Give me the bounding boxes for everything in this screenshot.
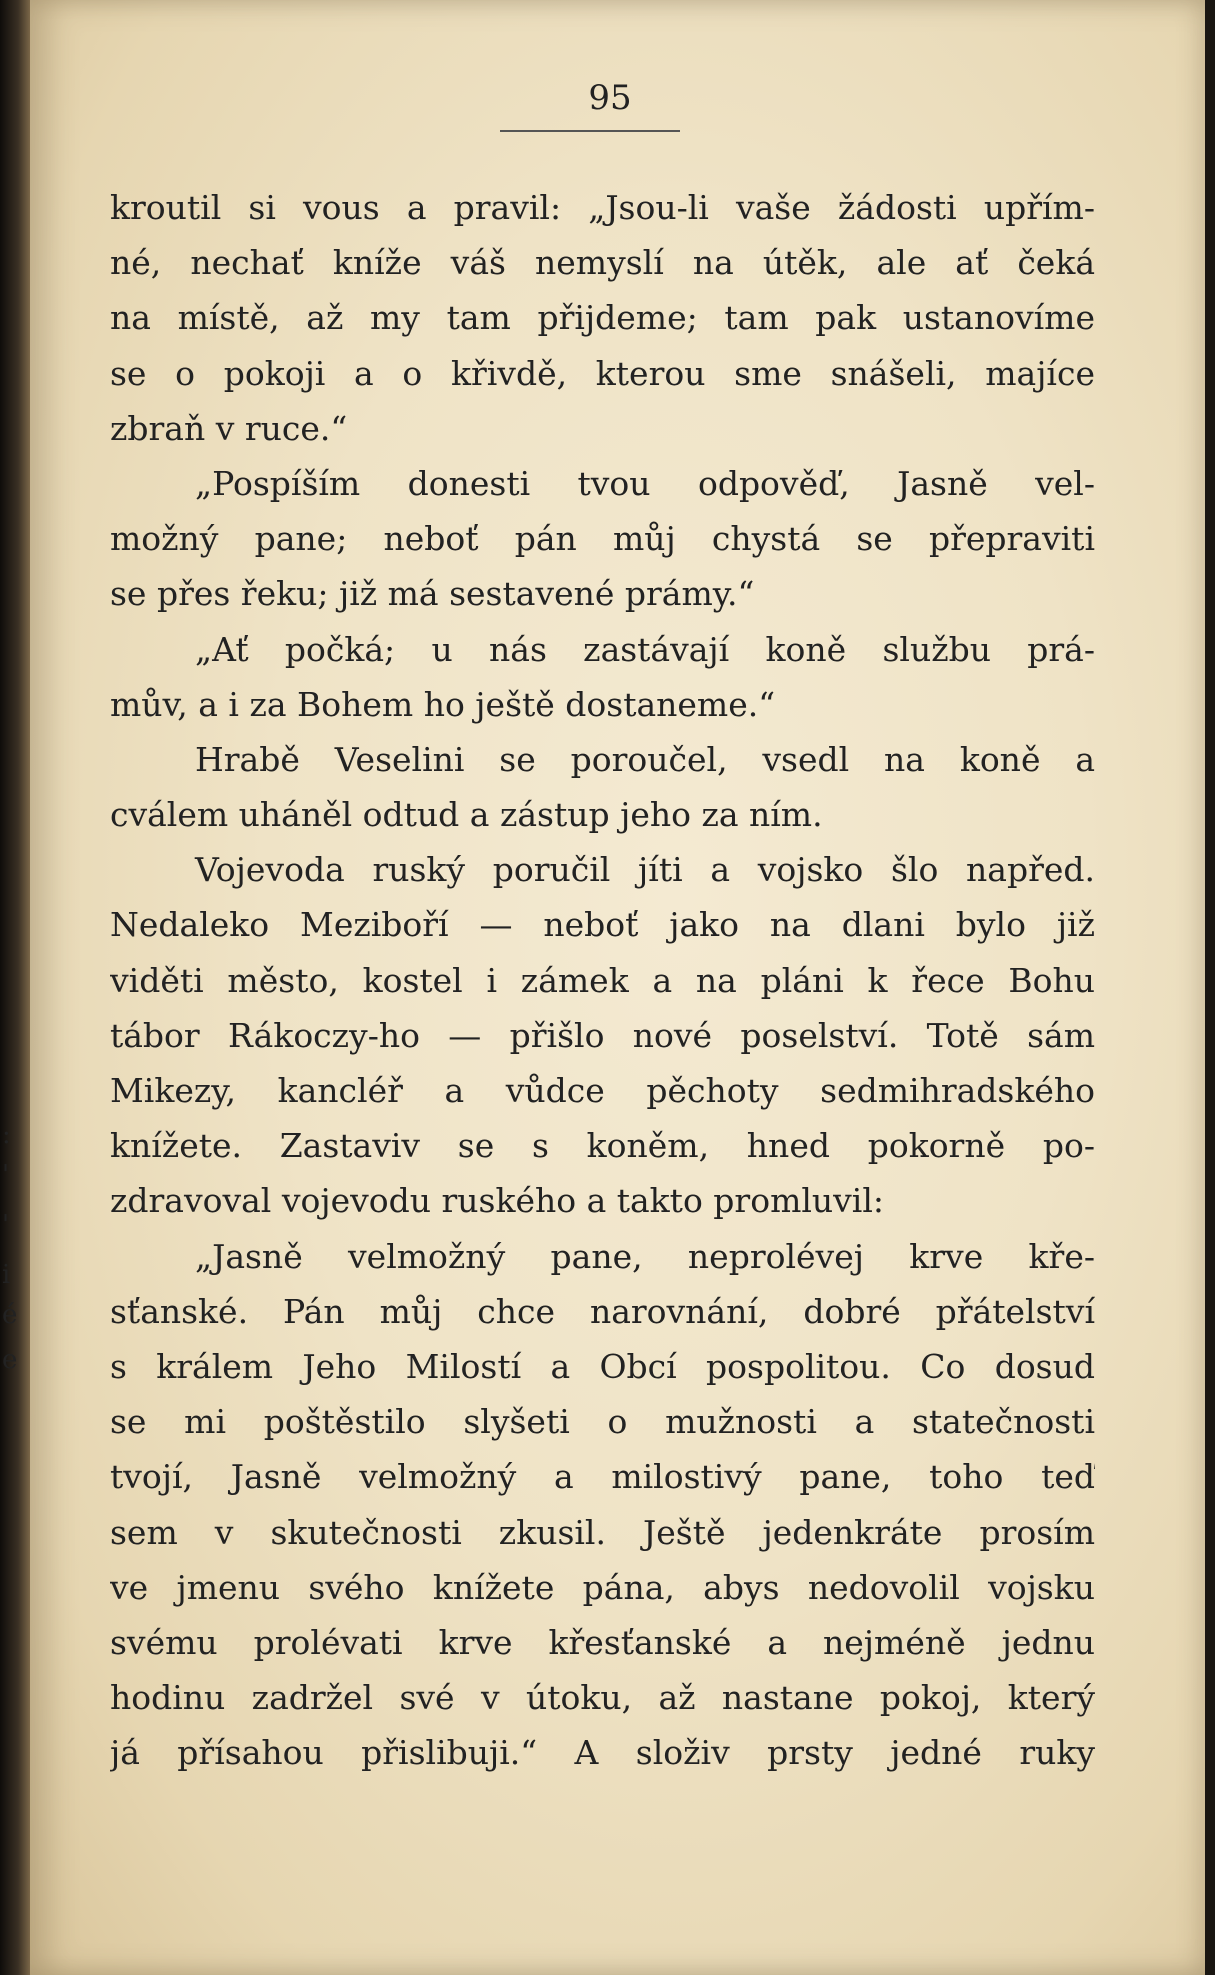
text-line: kroutil si vous a pravil: „Jsou-li vaše žádosti upřím- [110, 188, 1095, 227]
text-line: sem v skutečnosti zkusil. Ještě jedenkráte prosím [110, 1512, 1095, 1552]
text-line: tábor Rákoczy-ho — přišlo nové poselství. Totě sám [110, 1015, 1095, 1055]
edge-mark: ' [2, 1160, 10, 1190]
text-line: ve jmenu svého knížete pána, abys nedovolil vojsku [110, 1567, 1095, 1607]
text-line: svému prolévati krve křesťanské a nejméně jednu [110, 1622, 1095, 1662]
text-line: zbraň v ruce.“ [110, 408, 348, 448]
text-line: Vojevoda ruský poručil jíti a vojsko šlo napřed. [195, 850, 1095, 890]
book-page [30, 0, 1205, 1975]
text-line: zdravoval vojevodu ruského a takto promluvil: [110, 1181, 885, 1221]
text-line: viděti město, kostel i zámek a na pláni k řece Bohu [110, 960, 1095, 1000]
text-line: na místě, až my tam přijdeme; tam pak ustanovíme [110, 298, 1095, 338]
page-number: 95 [588, 78, 632, 118]
text-line: Mikezy, kancléř a vůdce pěchoty sedmihradského [110, 1071, 1095, 1110]
edge-mark: e [2, 1345, 18, 1375]
text-line: tvojí, Jasně velmožný a milostivý pane, toho teď [110, 1457, 1095, 1497]
text-line: s králem Jeho Milostí a Obcí pospolitou. Co dosud [110, 1346, 1095, 1386]
text-line: „Ať počká; u nás zastávají koně službu prá- [195, 629, 1095, 669]
text-line: cválem uháněl odtud a zástup jeho za ním. [110, 795, 823, 835]
text-line: sťanské. Pán můj chce narovnání, dobré přátelství [110, 1291, 1095, 1331]
text-line: já přísahou přislibuji.“ A složiv prsty jedné ruky [110, 1733, 1095, 1773]
text-line: se mi poštěstilo slyšeti o mužnosti a statečnosti [110, 1402, 1095, 1442]
text-line: Nedaleko Meziboří — neboť jako na dlani bylo již [110, 905, 1095, 945]
text-line: Hrabě Veselini se poroučel, vsedl na koně a [195, 739, 1095, 779]
text-line: se o pokoji a o křivdě, kterou sme snášeli, majíce [110, 353, 1095, 393]
text-line: se přes řeku; již má sestavené prámy.“ [110, 574, 755, 614]
edge-mark: ' [2, 1210, 10, 1240]
body-text [110, 180, 1095, 1780]
text-line: „Pospíším donesti tvou odpověď, Jasně vel- [195, 463, 1095, 503]
edge-mark: é [2, 1300, 18, 1330]
text-line: hodinu zadržel své v útoku, až nastane pokoj, který [110, 1678, 1095, 1718]
edge-mark: i [2, 1260, 11, 1290]
text-line: knížete. Zastaviv se s koněm, hned pokorně po- [110, 1126, 1095, 1166]
text-line: možný pane; neboť pán můj chystá se přepraviti [110, 519, 1095, 559]
text-line: né, nechať kníže váš nemyslí na útěk, ale ať čeká [110, 243, 1095, 283]
header-rule [500, 130, 680, 132]
edge-mark: : [2, 1120, 11, 1150]
text-line: mův, a i za Bohem ho ještě dostaneme.“ [110, 684, 776, 724]
binding-edge [0, 0, 30, 1975]
text-line: „Jasně velmožný pane, neprolévej krve kře- [195, 1236, 1095, 1276]
